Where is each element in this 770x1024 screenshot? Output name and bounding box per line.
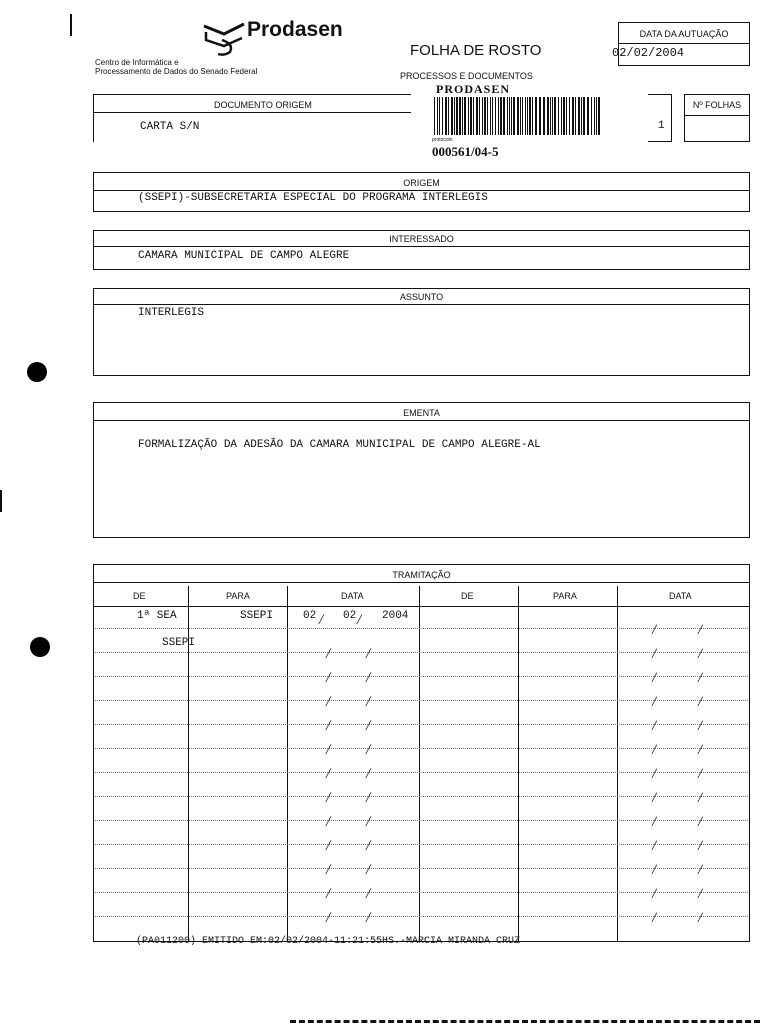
- barcode-bar: [464, 97, 466, 135]
- col-divider: [518, 586, 519, 942]
- date-slash: /: [326, 766, 331, 782]
- barcode-bar: [563, 97, 565, 135]
- logo-brand: Prodasen: [247, 18, 343, 41]
- date-slash: /: [698, 910, 703, 926]
- barcode-bar: [569, 97, 570, 135]
- margin-mark: [70, 14, 72, 36]
- doc-origem-mid-rule: [93, 112, 411, 113]
- date-slash: /: [326, 838, 331, 854]
- barcode-bar: [442, 97, 443, 135]
- barcode-bar: [487, 97, 488, 135]
- prodasen-logo-icon: [200, 20, 248, 58]
- page-subtitle: PROCESSOS E DOCUMENTOS: [400, 71, 533, 81]
- date-slash: /: [652, 862, 657, 878]
- row1-mes: 02: [343, 610, 357, 622]
- barcode-bar: [529, 97, 531, 135]
- hole-punch-bottom: [30, 637, 50, 657]
- barcode-bar: [456, 97, 458, 135]
- row-guide-line: [95, 868, 748, 869]
- origem-value: (SSEPI)-SUBSECRETARIA ESPECIAL DO PROGRAMA INTERLEGIS: [138, 192, 488, 204]
- ementa-box: [93, 402, 750, 538]
- barcode-bar: [451, 97, 453, 135]
- date-slash: /: [366, 814, 371, 830]
- barcode-bar: [462, 97, 463, 135]
- date-slash: /: [698, 790, 703, 806]
- barcode-bar: [476, 97, 478, 135]
- origem-label: ORIGEM: [94, 177, 749, 191]
- date-slash: /: [698, 646, 703, 662]
- assunto-value: INTERLEGIS: [138, 307, 205, 319]
- barcode-bar: [492, 97, 493, 135]
- date-slash: /: [326, 790, 331, 806]
- date-slash: /: [326, 814, 331, 830]
- barcode-bar: [473, 97, 474, 135]
- barcode-bar: [434, 97, 435, 135]
- data-autuacao-value: 02/02/2004: [612, 46, 685, 60]
- date-slash: /: [366, 646, 371, 662]
- row-guide-line: [95, 724, 748, 725]
- date-slash: /: [366, 790, 371, 806]
- barcode-bar: [522, 97, 523, 135]
- row-guide-line: [95, 820, 748, 821]
- barcode-bar: [520, 97, 521, 135]
- barcode-bar: [527, 97, 528, 135]
- date-slash: /: [357, 612, 362, 628]
- barcode-bar: [594, 97, 595, 135]
- barcode-bar: [479, 97, 480, 135]
- col-para-1: PARA: [226, 591, 250, 601]
- ementa-label: EMENTA: [94, 407, 749, 421]
- date-slash: /: [319, 612, 324, 628]
- barcode-bar: [490, 97, 491, 135]
- barcode-bar: [598, 97, 600, 135]
- data-autuacao-label: DATA DA AUTUAÇÃO: [619, 27, 749, 44]
- row1-dia: 02: [303, 610, 317, 622]
- date-slash: /: [366, 742, 371, 758]
- date-slash: /: [366, 766, 371, 782]
- date-slash: /: [698, 742, 703, 758]
- prodasen-logo: [200, 20, 248, 58]
- barcode-bar: [550, 97, 551, 135]
- date-slash: /: [326, 694, 331, 710]
- date-slash: /: [326, 742, 331, 758]
- barcode-graphic: [432, 97, 604, 135]
- barcode-bar: [445, 97, 447, 135]
- interessado-box: [93, 230, 750, 270]
- row-guide-line: [95, 892, 748, 893]
- assunto-label: ASSUNTO: [94, 291, 749, 305]
- date-slash: /: [366, 838, 371, 854]
- num-folhas-label: Nº FOLHAS: [685, 95, 749, 116]
- barcode-bar: [513, 97, 515, 135]
- documento-origem-label: DOCUMENTO ORIGEM: [214, 100, 312, 110]
- date-slash: /: [652, 718, 657, 734]
- date-slash: /: [652, 646, 657, 662]
- date-slash: /: [698, 814, 703, 830]
- barcode-bar: [575, 97, 576, 135]
- date-slash: /: [652, 814, 657, 830]
- date-slash: /: [366, 886, 371, 902]
- row-guide-line: [95, 916, 748, 917]
- col-data-2: DATA: [669, 591, 692, 601]
- barcode-bar: [509, 97, 510, 135]
- row1-de: 1ª SEA: [137, 610, 177, 622]
- barcode-bar: [554, 97, 556, 135]
- barcode-bar: [561, 97, 562, 135]
- barcode-bar: [484, 97, 486, 135]
- barcode-bar: [552, 97, 553, 135]
- protocol-number: 000561/04-5: [432, 144, 499, 159]
- row-guide-line: [95, 652, 748, 653]
- date-slash: /: [652, 622, 657, 638]
- barcode-bar: [543, 97, 545, 135]
- barcode-bar: [596, 97, 597, 135]
- date-slash: /: [326, 910, 331, 926]
- assunto-box: [93, 288, 750, 376]
- date-slash: /: [698, 694, 703, 710]
- barcode-bar: [437, 97, 438, 135]
- barcode-bar: [495, 97, 496, 135]
- row-guide-line: [95, 796, 748, 797]
- barcode-bar: [535, 97, 537, 135]
- aux-box: [648, 94, 672, 142]
- date-slash: /: [652, 766, 657, 782]
- barcode-small-text: protocolo: [432, 137, 453, 143]
- barcode-bar: [517, 97, 519, 135]
- margin-mark: [0, 490, 2, 512]
- date-slash: /: [698, 838, 703, 854]
- row2-de: SSEPI: [162, 637, 196, 649]
- barcode-bar: [591, 97, 592, 135]
- barcode-bar: [547, 97, 549, 135]
- date-slash: /: [366, 718, 371, 734]
- ementa-value: FORMALIZAÇÃO DA ADESÃO DA CAMARA MUNICIPAL DE CAMPO ALEGRE-AL: [138, 439, 541, 451]
- barcode: [432, 97, 604, 135]
- row-guide-line: [95, 628, 748, 629]
- date-slash: /: [326, 646, 331, 662]
- date-slash: /: [652, 838, 657, 854]
- folhas-value: 1: [658, 120, 665, 132]
- hole-punch-top: [27, 362, 47, 382]
- row-guide-line: [95, 844, 748, 845]
- barcode-bar: [539, 97, 541, 135]
- date-slash: /: [326, 718, 331, 734]
- date-slash: /: [652, 694, 657, 710]
- barcode-bar: [454, 97, 455, 135]
- barcode-bar: [503, 97, 505, 135]
- barcode-bar: [500, 97, 502, 135]
- origem-box: [93, 172, 750, 212]
- date-slash: /: [698, 886, 703, 902]
- doc-origem-top-rule: [93, 94, 411, 95]
- col-de-1: DE: [133, 591, 146, 601]
- barcode-bar: [448, 97, 449, 135]
- date-slash: /: [366, 670, 371, 686]
- row-guide-line: [95, 676, 748, 677]
- row-guide-line: [95, 772, 748, 773]
- tramitacao-header-row: [93, 586, 750, 607]
- col-divider: [617, 586, 618, 942]
- num-folhas-box: [684, 94, 750, 142]
- barcode-bar: [572, 97, 574, 135]
- date-slash: /: [698, 766, 703, 782]
- barcode-bar: [498, 97, 499, 135]
- col-de-2: DE: [461, 591, 474, 601]
- barcode-bar: [470, 97, 472, 135]
- interessado-label: INTERESSADO: [94, 233, 749, 247]
- barcode-bar: [511, 97, 512, 135]
- date-slash: /: [326, 862, 331, 878]
- barcode-bar: [482, 97, 483, 135]
- date-slash: /: [366, 862, 371, 878]
- footer-emitido: (PA011200) EMITIDO EM:02/02/2004-11:21:55HS.-MARCIA MIRANDA CRUZ: [136, 936, 521, 947]
- barcode-bar: [583, 97, 585, 135]
- row1-para: SSEPI: [240, 610, 274, 622]
- date-slash: /: [366, 694, 371, 710]
- page-title: FOLHA DE ROSTO: [410, 42, 542, 59]
- date-slash: /: [652, 886, 657, 902]
- date-slash: /: [698, 670, 703, 686]
- col-data-1: DATA: [341, 591, 364, 601]
- date-slash: /: [698, 622, 703, 638]
- row-guide-line: [95, 748, 748, 749]
- barcode-bar: [525, 97, 526, 135]
- date-slash: /: [326, 670, 331, 686]
- col-divider: [287, 586, 288, 942]
- logo-line-1: Centro de Informática e: [95, 58, 179, 67]
- row1-ano: 2004: [382, 610, 409, 622]
- barcode-bar: [566, 97, 567, 135]
- date-slash: /: [698, 718, 703, 734]
- barcode-bar: [439, 97, 440, 135]
- barcode-bar: [468, 97, 469, 135]
- date-slash: /: [366, 910, 371, 926]
- barcode-bar: [558, 97, 559, 135]
- barcode-bar: [578, 97, 580, 135]
- barcode-bar: [587, 97, 589, 135]
- barcode-bar: [532, 97, 533, 135]
- interessado-value: CAMARA MUNICIPAL DE CAMPO ALEGRE: [138, 250, 350, 262]
- col-divider: [419, 586, 420, 942]
- documento-origem-value: CARTA S/N: [140, 121, 200, 133]
- logo-line-2: Processamento de Dados do Senado Federal: [95, 67, 258, 76]
- tramitacao-label: TRAMITAÇÃO: [94, 569, 749, 583]
- date-slash: /: [652, 910, 657, 926]
- date-slash: /: [652, 790, 657, 806]
- col-para-2: PARA: [553, 591, 577, 601]
- date-slash: /: [652, 742, 657, 758]
- bottom-edge-marks: [290, 1020, 760, 1023]
- date-slash: /: [698, 862, 703, 878]
- barcode-bar: [459, 97, 461, 135]
- barcode-bar: [507, 97, 508, 135]
- barcode-bar: [581, 97, 582, 135]
- row-guide-line: [95, 700, 748, 701]
- date-slash: /: [652, 670, 657, 686]
- documento-origem-box: [93, 94, 411, 142]
- barcode-caption: PRODASEN: [436, 82, 511, 96]
- date-slash: /: [326, 886, 331, 902]
